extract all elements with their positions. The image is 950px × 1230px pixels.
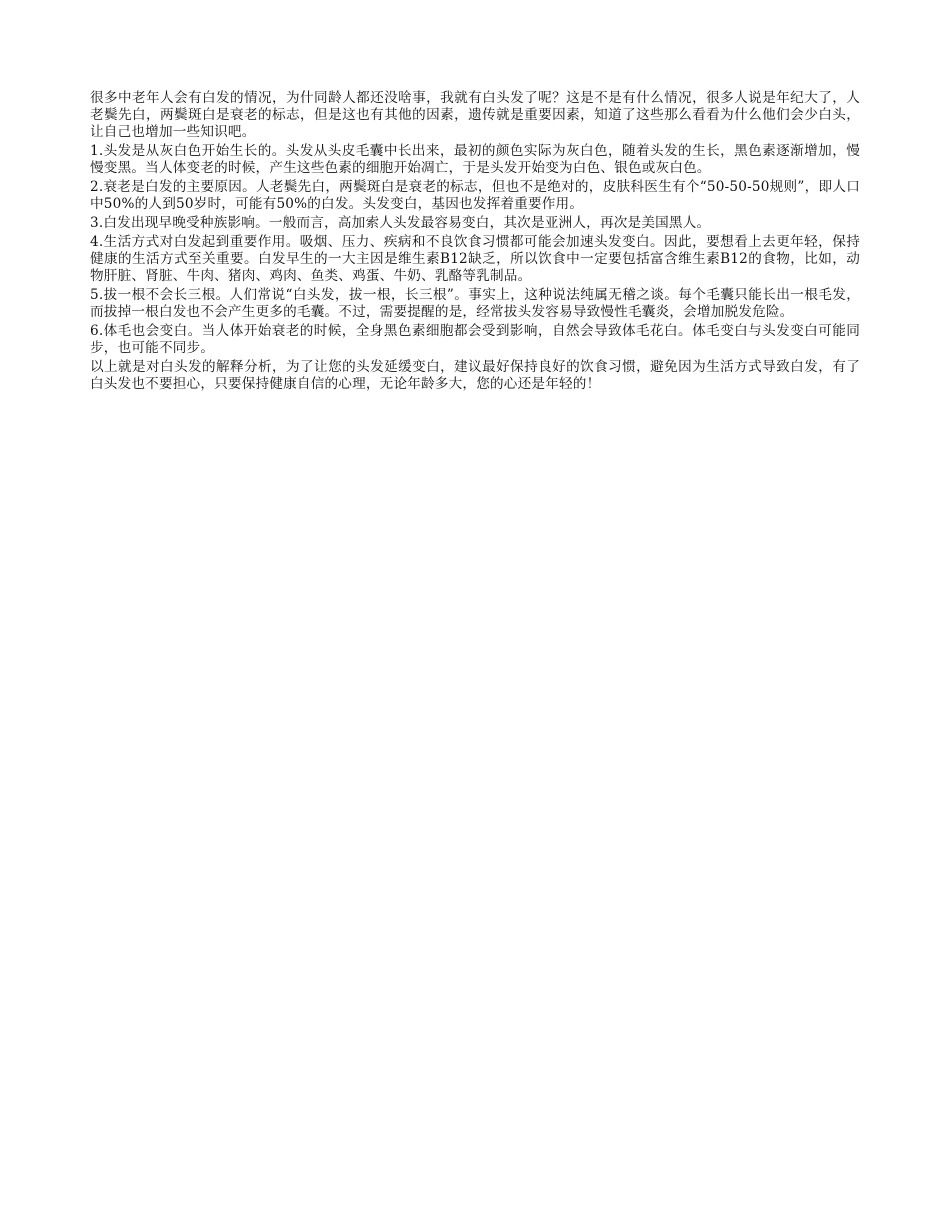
- point-5-paragraph: 5.拔一根不会长三根。人们常说“白头发，拔一根，长三根”。事实上，这种说法纯属无稽之谈。每个毛囊只能长出一根毛发，而拔掉一根白发也不会产生更多的毛囊。不过，需要提醒的是，经常拔头发容易导致慢性毛囊炎，会增加脱发危险。: [90, 287, 860, 320]
- point-1-paragraph: 1.头发是从灰白色开始生长的。头发从头皮毛囊中长出来，最初的颜色实际为灰白色，随着头发的生长，黑色素逐渐增加，慢慢变黑。当人体变老的时候，产生这些色素的细胞开始凋亡，于是头发开始变为白色、银色或灰白色。: [90, 143, 860, 176]
- conclusion-paragraph: 以上就是对白头发的解释分析，为了让您的头发延缓变白，建议最好保持良好的饮食习惯，避免因为生活方式导致白发，有了白头发也不要担心，只要保持健康自信的心理，无论年龄多大，您的心还是年轻的！: [90, 359, 860, 392]
- point-6-paragraph: 6.体毛也会变白。当人体开始衰老的时候，全身黑色素细胞都会受到影响，自然会导致体毛花白。体毛变白与头发变白可能同步，也可能不同步。: [90, 323, 860, 356]
- intro-paragraph: 很多中老年人会有白发的情况，为什同龄人都还没啥事，我就有白头发了呢？这是不是有什么情况，很多人说是年纪大了，人老鬓先白，两鬓斑白是衰老的标志，但是这也有其他的因素，遗传就是重要因素，知道了这些那么看看为什么他们会少白头，让自己也增加一些知识吧。: [90, 90, 860, 140]
- document-body: [90, 90, 860, 395]
- point-3-paragraph: 3.白发出现早晚受种族影响。一般而言，高加索人头发最容易变白，其次是亚洲人，再次是美国黑人。: [90, 215, 711, 231]
- point-2-paragraph: 2.衰老是白发的主要原因。人老鬓先白，两鬓斑白是衰老的标志，但也不是绝对的，皮肤科医生有个“50-50-50规则”，即人口中50%的人到50岁时，可能有50%的白发。头发变白，基因也发挥着重要作用。: [90, 179, 860, 212]
- point-4-paragraph: 4.生活方式对白发起到重要作用。吸烟、压力、疾病和不良饮食习惯都可能会加速头发变白。因此，要想看上去更年轻，保持健康的生活方式至关重要。白发早生的一大主因是维生素B12缺乏，所以饮食中一定要包括富含维生素B12的食物，比如，动物肝脏、肾脏、牛肉、猪肉、鸡肉、鱼类、鸡蛋、牛奶、乳酪等乳制品。: [90, 234, 860, 284]
